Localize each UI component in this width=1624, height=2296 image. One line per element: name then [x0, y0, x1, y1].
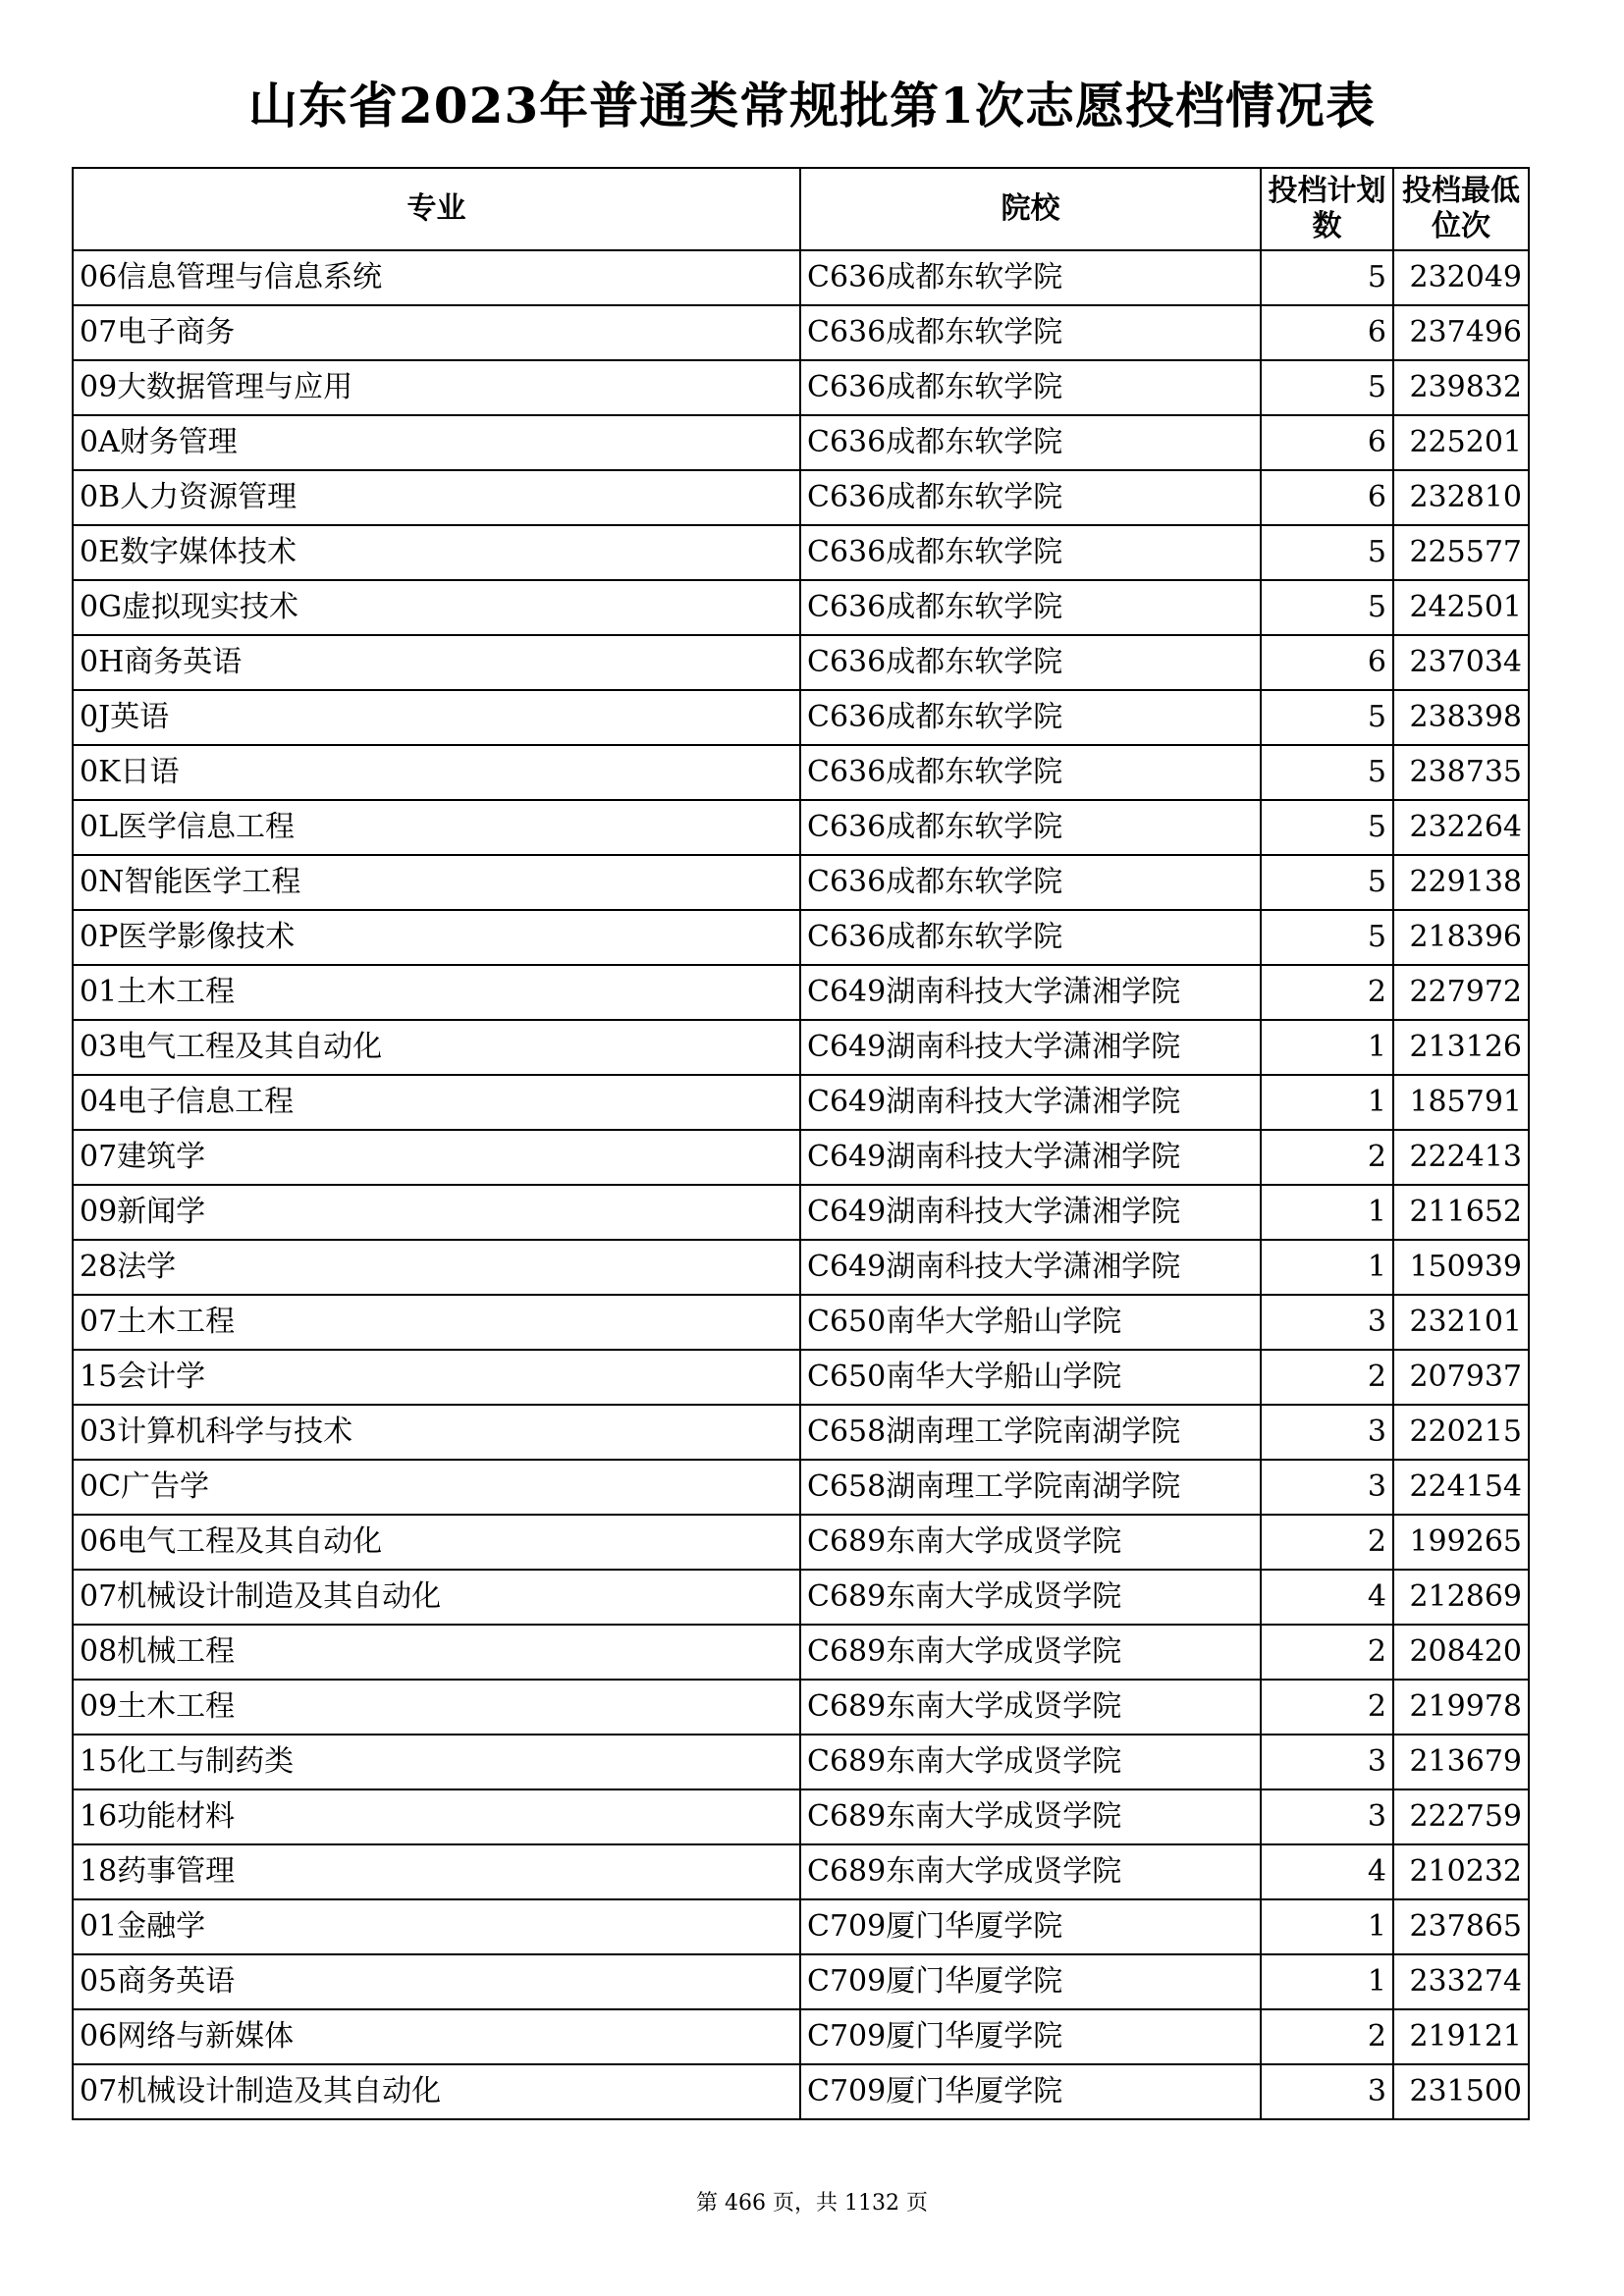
cell-major: 01金融学: [73, 1899, 800, 1954]
cell-min-rank: 210232: [1393, 1844, 1529, 1899]
table-row: [73, 855, 1529, 910]
cell-school: C649湖南科技大学潇湘学院: [800, 1130, 1261, 1185]
cell-major: 09土木工程: [73, 1680, 800, 1735]
cell-min-rank: 237034: [1393, 635, 1529, 690]
cell-plan-count: 1: [1261, 1020, 1393, 1075]
table-body: [73, 250, 1529, 2119]
cell-school: C649湖南科技大学潇湘学院: [800, 1075, 1261, 1130]
cell-major: 06网络与新媒体: [73, 2009, 800, 2064]
cell-major: 15会计学: [73, 1350, 800, 1405]
table-row: [73, 1460, 1529, 1515]
cell-plan-count: 5: [1261, 360, 1393, 415]
cell-plan-count: 1: [1261, 1075, 1393, 1130]
cell-min-rank: 222413: [1393, 1130, 1529, 1185]
table-row: [73, 2009, 1529, 2064]
table-row: [73, 1625, 1529, 1680]
cell-major: 09大数据管理与应用: [73, 360, 800, 415]
table-row: [73, 305, 1529, 360]
cell-plan-count: 1: [1261, 1954, 1393, 2009]
cell-min-rank: 224154: [1393, 1460, 1529, 1515]
table-row: [73, 1075, 1529, 1130]
cell-school: C649湖南科技大学潇湘学院: [800, 1240, 1261, 1295]
cell-major: 06电气工程及其自动化: [73, 1515, 800, 1570]
cell-plan-count: 3: [1261, 1295, 1393, 1350]
cell-plan-count: 5: [1261, 855, 1393, 910]
cell-plan-count: 4: [1261, 1570, 1393, 1625]
cell-school: C636成都东软学院: [800, 635, 1261, 690]
table-row: [73, 690, 1529, 745]
cell-major: 09新闻学: [73, 1185, 800, 1240]
table-row: [73, 1020, 1529, 1075]
table-row: [73, 1844, 1529, 1899]
cell-school: C636成都东软学院: [800, 360, 1261, 415]
cell-major: 28法学: [73, 1240, 800, 1295]
cell-major: 16功能材料: [73, 1789, 800, 1844]
cell-major: 15化工与制药类: [73, 1735, 800, 1789]
page-footer: 第 466 页，共 1132 页: [696, 2191, 928, 2216]
cell-major: 03计算机科学与技术: [73, 1405, 800, 1460]
table-row: [73, 1570, 1529, 1625]
table-row: [73, 360, 1529, 415]
cell-school: C709厦门华厦学院: [800, 1954, 1261, 2009]
cell-min-rank: 219978: [1393, 1680, 1529, 1735]
cell-major: 0B人力资源管理: [73, 470, 800, 525]
cell-major: 0C广告学: [73, 1460, 800, 1515]
cell-school: C636成都东软学院: [800, 745, 1261, 800]
cell-min-rank: 239832: [1393, 360, 1529, 415]
cell-school: C636成都东软学院: [800, 415, 1261, 470]
cell-min-rank: 238398: [1393, 690, 1529, 745]
cell-min-rank: 199265: [1393, 1515, 1529, 1570]
cell-plan-count: 3: [1261, 2064, 1393, 2119]
cell-major: 03电气工程及其自动化: [73, 1020, 800, 1075]
table-row: [73, 1735, 1529, 1789]
cell-major: 0H商务英语: [73, 635, 800, 690]
table-row: [73, 745, 1529, 800]
table-row: [73, 1350, 1529, 1405]
cell-school: C689东南大学成贤学院: [800, 1515, 1261, 1570]
cell-plan-count: 5: [1261, 525, 1393, 580]
cell-school: C650南华大学船山学院: [800, 1350, 1261, 1405]
cell-school: C636成都东软学院: [800, 910, 1261, 965]
cell-school: C636成都东软学院: [800, 250, 1261, 305]
table-row: [73, 1130, 1529, 1185]
cell-min-rank: 212869: [1393, 1570, 1529, 1625]
cell-school: C636成都东软学院: [800, 305, 1261, 360]
cell-school: C709厦门华厦学院: [800, 1899, 1261, 1954]
cell-major: 0J英语: [73, 690, 800, 745]
cell-school: C636成都东软学院: [800, 855, 1261, 910]
table-row: [73, 1295, 1529, 1350]
cell-major: 08机械工程: [73, 1625, 800, 1680]
cell-min-rank: 225201: [1393, 415, 1529, 470]
cell-major: 0G虚拟现实技术: [73, 580, 800, 635]
table-row: [73, 580, 1529, 635]
table-row: [73, 1680, 1529, 1735]
cell-plan-count: 2: [1261, 1680, 1393, 1735]
cell-min-rank: 237865: [1393, 1899, 1529, 1954]
table-header-row: [73, 168, 1529, 250]
cell-plan-count: 2: [1261, 1130, 1393, 1185]
cell-plan-count: 5: [1261, 745, 1393, 800]
cell-plan-count: 2: [1261, 1350, 1393, 1405]
cell-major: 07机械设计制造及其自动化: [73, 1570, 800, 1625]
table-row: [73, 415, 1529, 470]
cell-plan-count: 5: [1261, 580, 1393, 635]
cell-school: C636成都东软学院: [800, 580, 1261, 635]
cell-major: 05商务英语: [73, 1954, 800, 2009]
cell-min-rank: 232810: [1393, 470, 1529, 525]
cell-school: C650南华大学船山学院: [800, 1295, 1261, 1350]
page-title: 山东省2023年普通类常规批第1次志愿投档情况表: [248, 77, 1376, 134]
admissions-table: [72, 167, 1530, 2120]
cell-min-rank: 237496: [1393, 305, 1529, 360]
cell-min-rank: 220215: [1393, 1405, 1529, 1460]
table-row: [73, 250, 1529, 305]
cell-min-rank: 213126: [1393, 1020, 1529, 1075]
cell-school: C709厦门华厦学院: [800, 2064, 1261, 2119]
cell-min-rank: 219121: [1393, 2009, 1529, 2064]
table-row: [73, 635, 1529, 690]
cell-plan-count: 3: [1261, 1460, 1393, 1515]
cell-min-rank: 242501: [1393, 580, 1529, 635]
cell-plan-count: 5: [1261, 910, 1393, 965]
cell-plan-count: 5: [1261, 800, 1393, 855]
cell-major: 0K日语: [73, 745, 800, 800]
cell-min-rank: 229138: [1393, 855, 1529, 910]
table-row: [73, 1185, 1529, 1240]
cell-plan-count: 3: [1261, 1735, 1393, 1789]
cell-plan-count: 1: [1261, 1240, 1393, 1295]
cell-plan-count: 1: [1261, 1185, 1393, 1240]
cell-min-rank: 227972: [1393, 965, 1529, 1020]
cell-plan-count: 6: [1261, 305, 1393, 360]
cell-min-rank: 211652: [1393, 1185, 1529, 1240]
cell-school: C636成都东软学院: [800, 690, 1261, 745]
cell-major: 18药事管理: [73, 1844, 800, 1899]
cell-min-rank: 185791: [1393, 1075, 1529, 1130]
table-row: [73, 2064, 1529, 2119]
cell-plan-count: 3: [1261, 1789, 1393, 1844]
cell-major: 07电子商务: [73, 305, 800, 360]
header-min-rank: 投档最低位次: [1393, 168, 1529, 250]
cell-min-rank: 213679: [1393, 1735, 1529, 1789]
cell-school: C689东南大学成贤学院: [800, 1735, 1261, 1789]
cell-plan-count: 2: [1261, 2009, 1393, 2064]
cell-plan-count: 2: [1261, 1625, 1393, 1680]
cell-school: C689东南大学成贤学院: [800, 1844, 1261, 1899]
cell-major: 0E数字媒体技术: [73, 525, 800, 580]
cell-min-rank: 225577: [1393, 525, 1529, 580]
cell-major: 07机械设计制造及其自动化: [73, 2064, 800, 2119]
table-row: [73, 800, 1529, 855]
cell-plan-count: 6: [1261, 415, 1393, 470]
cell-school: C689东南大学成贤学院: [800, 1789, 1261, 1844]
table-row: [73, 1405, 1529, 1460]
header-plan-count: 投档计划数: [1261, 168, 1393, 250]
cell-plan-count: 4: [1261, 1844, 1393, 1899]
table-row: [73, 1954, 1529, 2009]
table-row: [73, 1240, 1529, 1295]
cell-plan-count: 2: [1261, 1515, 1393, 1570]
cell-major: 07土木工程: [73, 1295, 800, 1350]
cell-plan-count: 3: [1261, 1405, 1393, 1460]
table-row: [73, 1899, 1529, 1954]
cell-major: 06信息管理与信息系统: [73, 250, 800, 305]
table-row: [73, 525, 1529, 580]
header-major: 专业: [73, 168, 800, 250]
cell-plan-count: 6: [1261, 635, 1393, 690]
cell-major: 01土木工程: [73, 965, 800, 1020]
cell-min-rank: 232049: [1393, 250, 1529, 305]
cell-plan-count: 1: [1261, 1899, 1393, 1954]
cell-school: C689东南大学成贤学院: [800, 1680, 1261, 1735]
cell-plan-count: 6: [1261, 470, 1393, 525]
cell-plan-count: 5: [1261, 690, 1393, 745]
cell-plan-count: 2: [1261, 965, 1393, 1020]
table-row: [73, 1515, 1529, 1570]
cell-school: C658湖南理工学院南湖学院: [800, 1405, 1261, 1460]
table-row: [73, 910, 1529, 965]
cell-plan-count: 5: [1261, 250, 1393, 305]
cell-school: C636成都东软学院: [800, 525, 1261, 580]
cell-school: C636成都东软学院: [800, 800, 1261, 855]
cell-min-rank: 207937: [1393, 1350, 1529, 1405]
cell-school: C636成都东软学院: [800, 470, 1261, 525]
cell-school: C658湖南理工学院南湖学院: [800, 1460, 1261, 1515]
cell-major: 0L医学信息工程: [73, 800, 800, 855]
cell-min-rank: 218396: [1393, 910, 1529, 965]
cell-major: 0A财务管理: [73, 415, 800, 470]
cell-major: 0N智能医学工程: [73, 855, 800, 910]
cell-school: C649湖南科技大学潇湘学院: [800, 1020, 1261, 1075]
cell-school: C649湖南科技大学潇湘学院: [800, 1185, 1261, 1240]
cell-min-rank: 233274: [1393, 1954, 1529, 2009]
cell-min-rank: 150939: [1393, 1240, 1529, 1295]
cell-min-rank: 232101: [1393, 1295, 1529, 1350]
header-school: 院校: [800, 168, 1261, 250]
cell-major: 07建筑学: [73, 1130, 800, 1185]
cell-major: 0P医学影像技术: [73, 910, 800, 965]
cell-school: C649湖南科技大学潇湘学院: [800, 965, 1261, 1020]
table-row: [73, 470, 1529, 525]
cell-school: C709厦门华厦学院: [800, 2009, 1261, 2064]
cell-school: C689东南大学成贤学院: [800, 1570, 1261, 1625]
cell-school: C689东南大学成贤学院: [800, 1625, 1261, 1680]
table-row: [73, 1789, 1529, 1844]
cell-major: 04电子信息工程: [73, 1075, 800, 1130]
cell-min-rank: 208420: [1393, 1625, 1529, 1680]
cell-min-rank: 231500: [1393, 2064, 1529, 2119]
cell-min-rank: 232264: [1393, 800, 1529, 855]
cell-min-rank: 238735: [1393, 745, 1529, 800]
table-row: [73, 965, 1529, 1020]
cell-min-rank: 222759: [1393, 1789, 1529, 1844]
